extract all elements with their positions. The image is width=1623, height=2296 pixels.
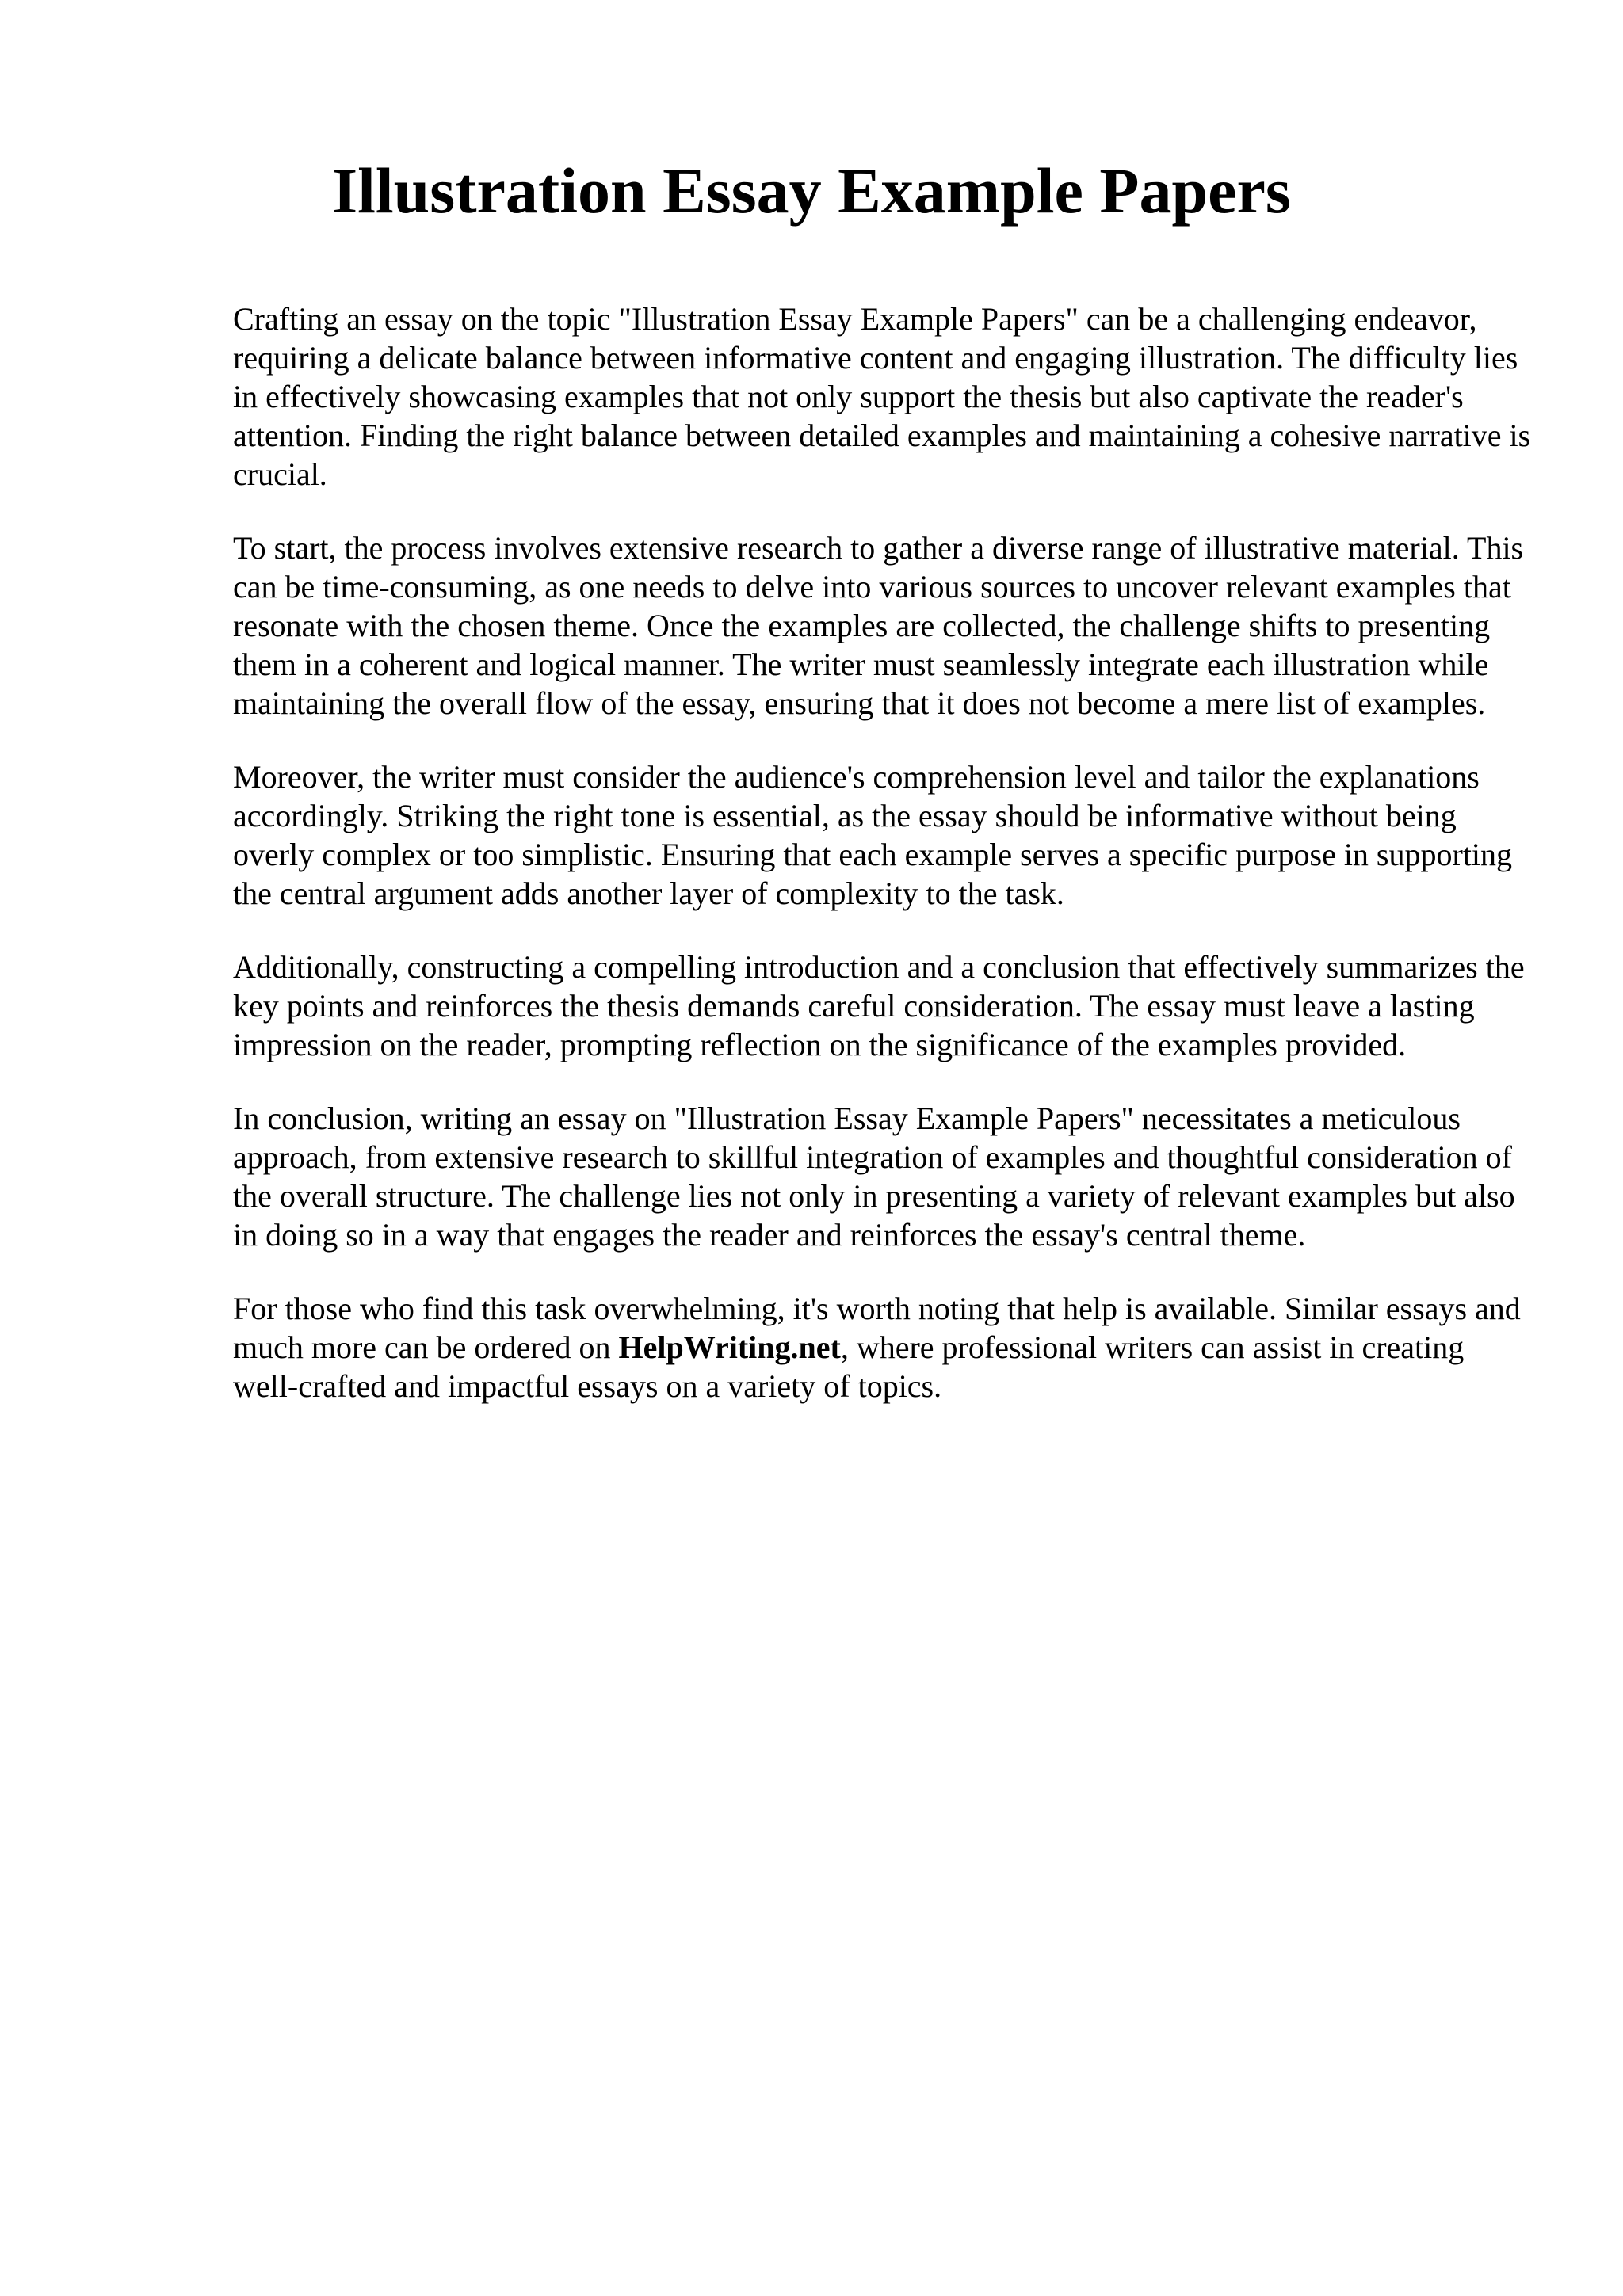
paragraph-2: To start, the process involves extensive research to gather a diverse range of illustrative material. This can be time-consuming, as one needs to delve into various sources to uncover relevant examples that resonate with the chosen theme. Once the examples are collected, the challenge shifts to presenting them in a coherent and logical manner. The writer must seamlessly integrate each illustration while maintaining the overall flow of the essay, ensuring that it does not become a mere list of examples. bbox=[233, 530, 1524, 721]
document-body bbox=[233, 299, 1533, 1440]
paragraph-6-text-after-link: , where professional writers can assist in creating well-crafted and impactful essays on a variety of topics. bbox=[233, 1329, 1465, 1404]
helpwriting-link[interactable]: HelpWriting.net bbox=[618, 1329, 841, 1365]
paragraph-4: Additionally, constructing a compelling introduction and a conclusion that effectively summarizes the key points and reinforces the thesis demands careful consideration. The essay must leave a lasting impression on the reader, prompting reflection on the significance of the examples provided. bbox=[233, 949, 1525, 1062]
document-title: Illustration Essay Example Papers bbox=[332, 154, 1291, 227]
paragraph-1: Crafting an essay on the topic "Illustration Essay Example Papers" can be a challenging endeavor, requiring a delicate balance between informative content and engaging illustration. The difficulty lies in effectively showcasing examples that not only support the thesis but also captivate the reader's attention. Finding the right balance between detailed examples and maintaining a cohesive narrative is crucial. bbox=[233, 301, 1531, 492]
paragraph-3: Moreover, the writer must consider the audience's comprehension level and tailor the explanations accordingly. Striking the right tone is essential, as the essay should be informative without being overly complex or too simplistic. Ensuring that each example serves a specific purpose in supporting the central argument adds another layer of complexity to the task. bbox=[233, 759, 1513, 911]
paragraph-5: In conclusion, writing an essay on "Illustration Essay Example Papers" necessitates a meticulous approach, from extensive research to skillful integration of examples and thoughtful consideration of the overall structure. The challenge lies not only in presenting a variety of relevant examples but also in doing so in a way that engages the reader and reinforces the essay's central theme. bbox=[233, 1100, 1515, 1253]
paragraph-6 bbox=[233, 1289, 1533, 1405]
paragraph-6-text-before-link: For those who find this task overwhelming, it's worth noting that help is available. Similar essays and much more can be ordered on bbox=[233, 1291, 1521, 1365]
